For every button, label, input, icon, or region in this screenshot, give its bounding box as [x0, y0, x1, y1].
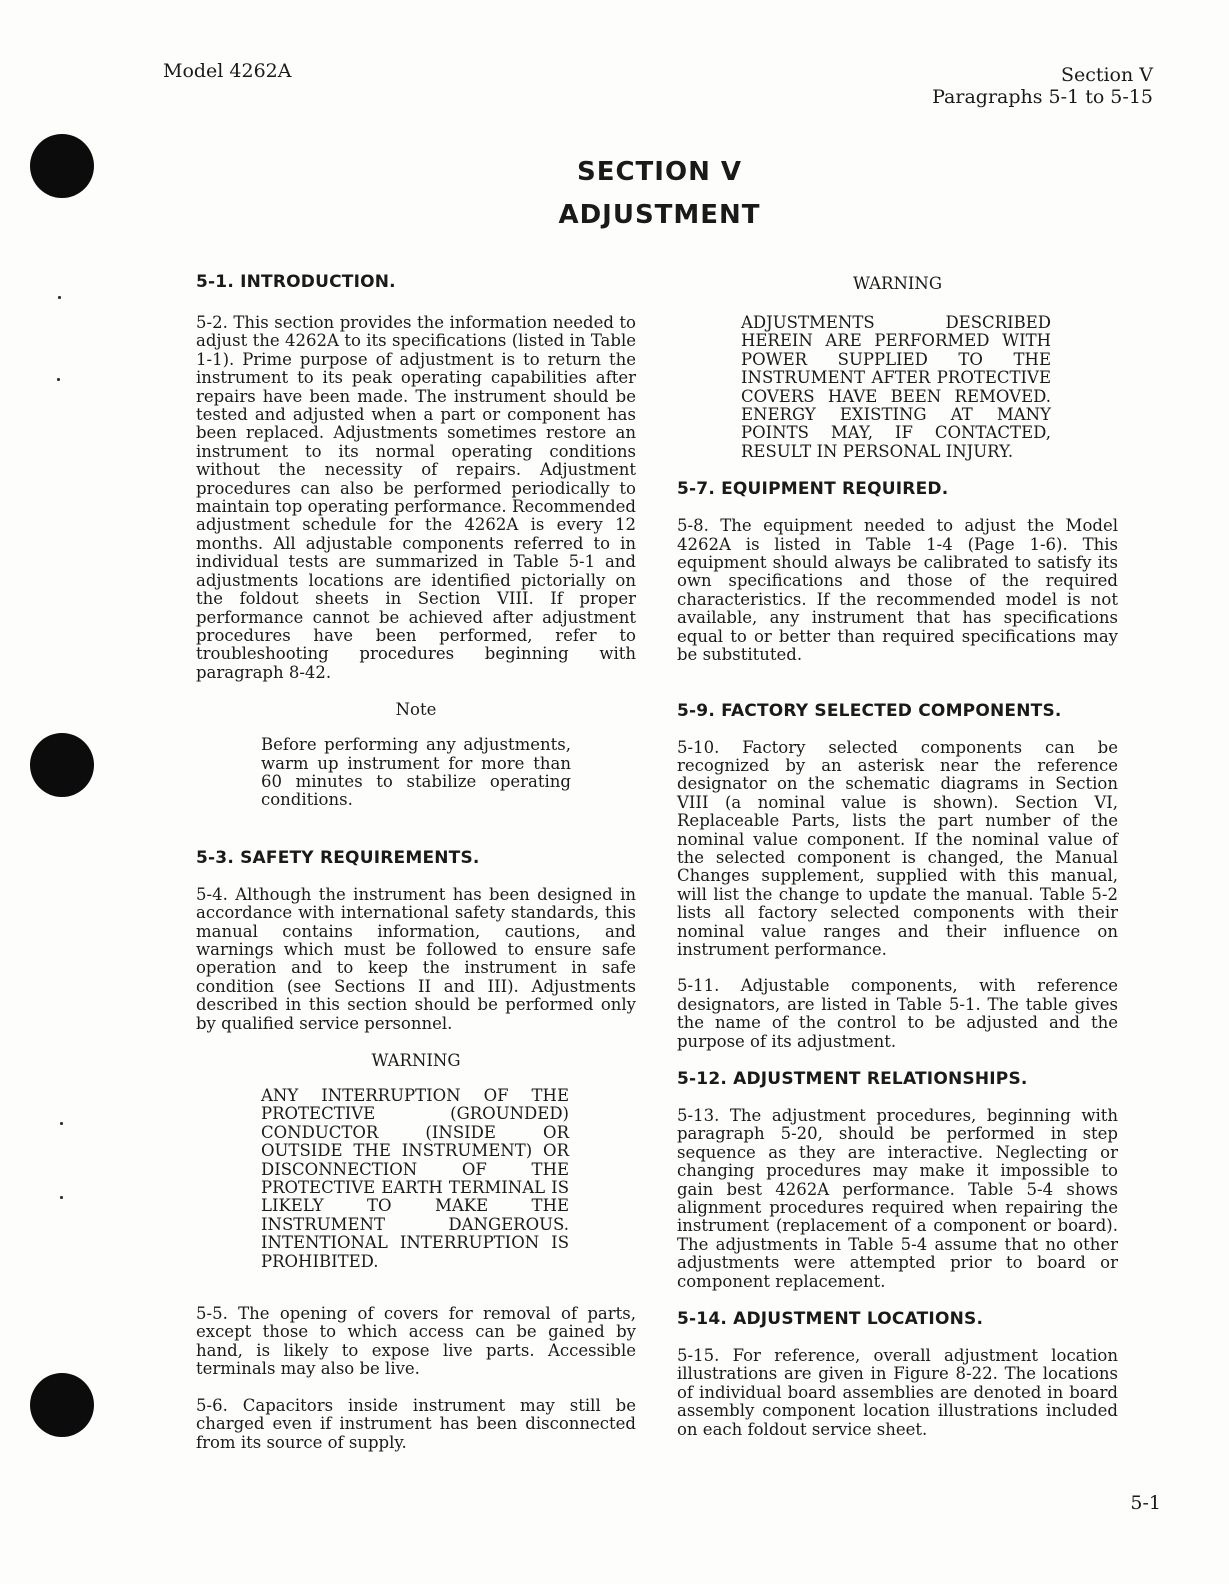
heading-adjustment-locations: 5-14. ADJUSTMENT LOCATIONS.: [677, 1309, 984, 1330]
paragraph-5-11: 5-11. Adjustable components, with reference designators, are listed in Table 5-1. The table gives the name of the control to be adjusted and the purpose of its adjustment.: [677, 976, 1118, 1051]
scan-speck: [60, 1122, 63, 1125]
paragraph-5-2: 5-2. This section provides the information needed to adjust the 4262A to its specifications (listed in Table 1-1). Prime purpose of adjustment is to return the instrument to its peak operating capabilities after repairs have been made. The instrument should be tested and adjusted when a part or component has been replaced. Adjustments sometimes restore an instrument to its normal operating conditions without the necessity of repairs. Adjustment procedures can also be performed periodically to maintain top operating performance. Recommended adjustment schedule for the 4262A is every 12 months. All adjustable components referred to in individual tests are summarized in Table 5-1 and adjustments locations are identified pictorially on the foldout sheets in Section VIII. If proper performance cannot be achieved after adjustment procedures have been performed, refer to troubleshooting procedures beginning with paragraph 8-42.: [196, 313, 636, 682]
scan-speck: [58, 296, 61, 299]
scan-speck: [60, 1196, 63, 1199]
left-column: [196, 272, 636, 1470]
warning-label: WARNING: [371, 1051, 461, 1070]
paragraph-5-8: 5-8. The equipment needed to adjust the Model 4262A is listed in Table 1-4 (Page 1-6). This equipment should always be calibrated to satisfy its own specifications and those of the required characteristics. If the recommended model is not available, any instrument that has specifications equal to or better than required specifications may be substituted.: [677, 516, 1118, 665]
heading-factory-selected-components: 5-9. FACTORY SELECTED COMPONENTS.: [677, 700, 1062, 721]
heading-adjustment-relationships: 5-12. ADJUSTMENT RELATIONSHIPS.: [677, 1069, 1028, 1089]
model-label: Model 4262A: [163, 60, 292, 82]
warning-text-grounding: ANY INTERRUPTION OF THE PROTECTIVE (GROUNDED) CONDUCTOR (INSIDE OR OUTSIDE THE INSTRUMENT) OR DISCONNECTION OF THE PROTECTIVE EARTH TERMINAL IS LIKELY TO MAKE THE INSTRUMENT DANGEROUS. INTENTIONAL INTERRUPTION IS PROHIBITED.: [261, 1086, 569, 1271]
paragraph-5-5: 5-5. The opening of covers for removal of parts, except those to which access can be gained by hand, is likely to expose live parts. Accessible terminals may also be live.: [196, 1304, 636, 1379]
paragraph-5-10: 5-10. Factory selected components can be recognized by an asterisk near the reference designator on the schematic diagrams in Section VIII (a nominal value is shown). Section VI, Replaceable Parts, lists the part number of the nominal value component. If the nominal value of the selected component is changed, the Manual Changes supplement, supplied with this manual, will list the change to update the manual. Table 5-2 lists all factory selected components with their nominal value ranges and their influence on instrument performance.: [677, 737, 1118, 959]
section-subtitle: ADJUSTMENT: [558, 200, 761, 230]
page-number: 5-1: [1130, 1492, 1161, 1514]
heading-equipment-required: 5-7. EQUIPMENT REQUIRED.: [677, 479, 949, 500]
section-label: Section V: [1060, 64, 1153, 86]
warning-label: WARNING: [852, 274, 943, 293]
right-column: [677, 272, 1118, 1457]
binder-hole-bottom: [30, 1373, 94, 1437]
paragraph-5-4: 5-4. Although the instrument has been designed in accordance with international safety standards, this manual contains information, cautions, and warnings which must be followed to ensure safe operation and to keep the instrument in safe condition (see Sections II and III). Adjustments described in this section should be performed only by qualified service personnel.: [196, 884, 636, 1033]
section-header: [932, 64, 1153, 108]
warning-text-power: ADJUSTMENTS DESCRIBED HEREIN ARE PERFORMED WITH POWER SUPPLIED TO THE INSTRUMENT AFTER PROTECTIVE COVERS HAVE BEEN REMOVED. ENERGY EXISTING AT MANY POINTS MAY, IF CONTACTED, RESULT IN PERSONAL INJURY.: [741, 313, 1051, 461]
binder-hole-middle: [30, 733, 94, 797]
paragraph-5-13: 5-13. The adjustment procedures, beginning with paragraph 5-20, should be performed in step sequence as they are interactive. Neglecting or changing procedures may make it impossible to gain best 4262A performance. Table 5-4 shows alignment procedures required when repairing the instrument (replacement of a component or board). The adjustments in Table 5-4 assume that no other adjustments were attempted prior to board or component replacement.: [677, 1106, 1118, 1291]
note-text: Before performing any adjustments, warm up instrument for more than 60 minutes to stabilize operating conditions.: [261, 735, 571, 810]
heading-introduction: 5-1. INTRODUCTION.: [196, 272, 396, 292]
note-label: Note: [395, 700, 437, 720]
paragraph-5-6: 5-6. Capacitors inside instrument may still be charged even if instrument has been disconnected from its source of supply.: [196, 1395, 636, 1452]
paragraph-5-15: 5-15. For reference, overall adjustment location illustrations are given in Figure 8-22. The locations of individual board assemblies are denoted in board assembly component location illustrations included on each foldout service sheet.: [677, 1346, 1118, 1439]
section-title: SECTION V: [576, 157, 742, 187]
heading-safety-requirements: 5-3. SAFETY REQUIREMENTS.: [196, 847, 480, 868]
scan-speck: [57, 378, 60, 381]
paragraphs-range: Paragraphs 5-1 to 5-15: [932, 86, 1153, 108]
